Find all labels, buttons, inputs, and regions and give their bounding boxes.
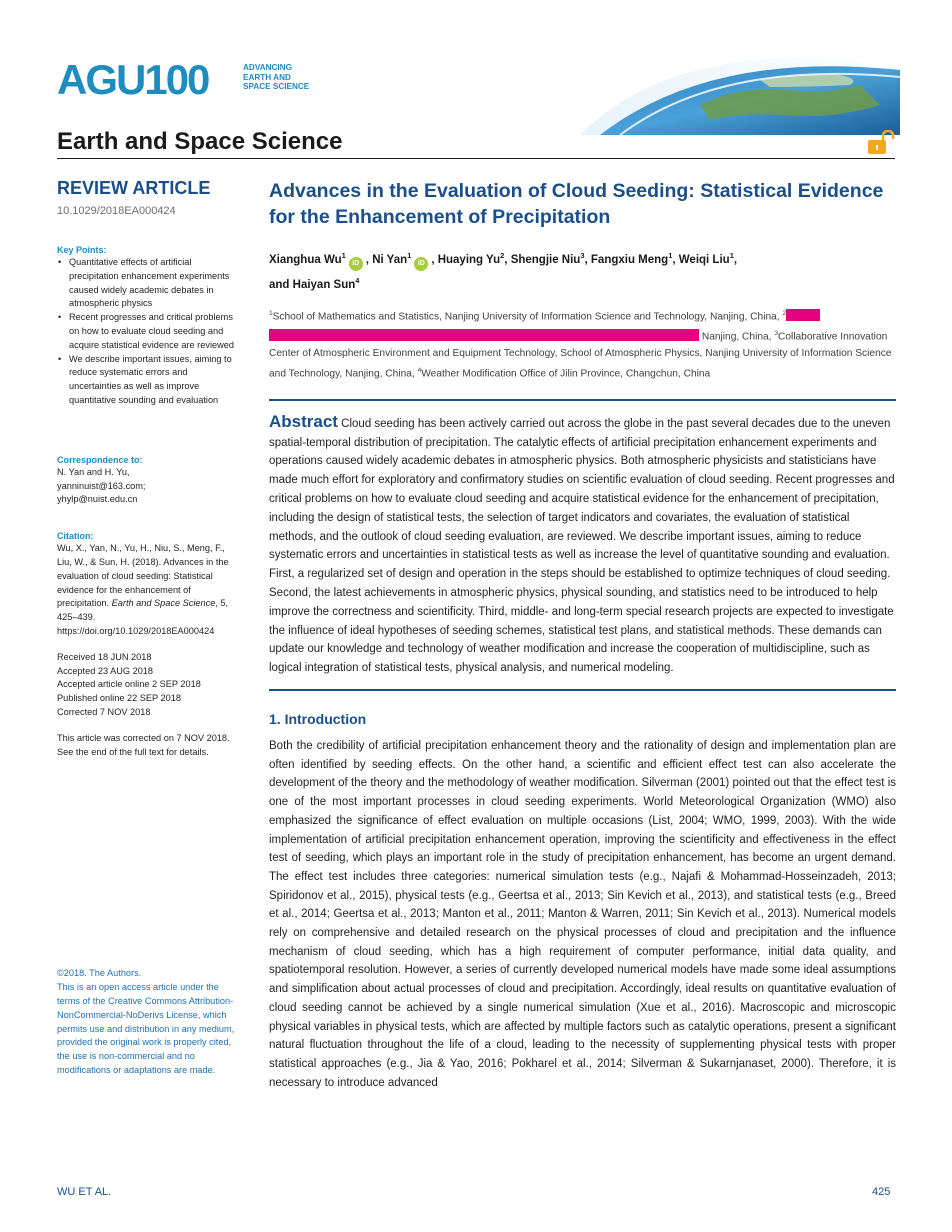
agu-logo[interactable] — [57, 56, 209, 103]
citation-doi[interactable]: , 5, 425–439. https://doi.org/10.1029/2018EA000424 — [57, 598, 229, 636]
citation-heading: Citation: — [57, 531, 94, 542]
key-point-item: • Recent progresses and critical problems on how to evaluate cloud seeding and acquire statistical evidence are reviewed — [57, 311, 242, 352]
license-text: This is an open access article under the terms of the Creative Commons Attribution-NonCommercial-NoDerivs License, which permits use and distribution in any medium, provided the original work is properly cited, the use is non-commercial and no modifications or adaptations are made. — [57, 982, 235, 1075]
citation-journal: Earth and Space Science — [111, 598, 216, 609]
correction-note: This article was corrected on 7 NOV 2018. See the end of the full text for details. — [57, 732, 230, 757]
author-affil-sup: 2 — [500, 251, 505, 260]
author-name[interactable] — [269, 251, 346, 266]
date-received: Received 18 JUN 2018 — [57, 651, 152, 662]
author-name[interactable] — [678, 251, 734, 266]
key-point-item: • Quantitative effects of artificial precipitation enhancement experiments caused widely academic debates in atmospheric physics — [57, 256, 242, 311]
author-name[interactable] — [372, 251, 412, 266]
author-name-text: Fangxiu Meng — [590, 253, 669, 266]
correspondence-line: N. Yan and H. Yu, — [57, 466, 130, 477]
logo-hundred-text: 100 — [144, 56, 209, 103]
article-type-label: REVIEW ARTICLE — [57, 178, 211, 198]
abstract — [269, 413, 896, 678]
abstract-heading: Abstract — [269, 411, 338, 431]
logo-tagline-line: SPACE SCIENCE — [243, 82, 310, 91]
correspondence-email[interactable]: yanninuist@163.com; — [57, 480, 146, 491]
article-main — [269, 178, 896, 1092]
introduction-text: Both the credibility of artificial precipitation enhancement theory and the rationality of design and implementation plan are often identified by seeding effects. On the other hand, a scientific and efficient effect test can also accelerate the development of the theory and the methodology of weather modification. Silverman (2001) pointed out that the effect test is one of the most important processes in cloud seeding experiments. World Meteorological Organization (WMO) also emphasized the significance of effect evaluation on multiple occasions (List, 2004; WMO, 1999, 2003). With the wide implementation of artificial precipitation enhancement operation, improving the scientificity and effectiveness in the effect test of seeding, which plays an important role in the study of precipitation enhancement, has become an urgent demand. The effect test includes three categories: numerical simulation tests (e.g., Najafi & Mohammad-Hosseinzadeh, 2013; Spiridonov et al., 2015), physical tests (e.g., Geertsa et al., 2013; Sin Kevich et al., 2013), and statistical tests (e.g., Breed et al., 2014; Geertsa et al., 2013; Manton et al., 2011; Manton & Warren, 2011; Sin Kevich et al., 2013). Numerical models rely on comprehensive and detailed research on the physical processes of cloud and precipitation and the influence mechanism of cloud seeding, which has a high requirement of computer performance, initial data quality, and spatiotemporal resolution. However, a series of currently developed numerical models have made some ideal assumptions and simplification about actual processes of cloud and precipitation. Accordingly, ideal results on quantitative evaluation of cloud seeding cannot be achieved by a single numerical simulation (Xue et al., 2016). Macroscopic and microscopic physical variables in physical tests, which are affected by multiple factors such as catalytic operations, present a significant natural fluctuation throughout the life of a cloud, leading to the necessity of supplementing physical tests with proper statistical approaches (e.g., Jia & Yao, 2016; Pokharel et al., 2014; Silverman & Sukarnjanaset, 2000). Therefore, it is necessary to introduce advanced — [269, 739, 896, 1089]
journal-title: Earth and Space Science — [57, 128, 343, 155]
orcid-icon[interactable]: iD — [349, 257, 363, 271]
author-name[interactable] — [510, 251, 585, 266]
affiliations: $^1$School of Mathematics and Statistics, Nanjing University of Information Science and Technology, Nanjing, China, $^2$ Nanjing, China, $^3$Collaborative Innovation Center of Atmospheric Environment and Equipment Technology, School of Atmospheric Physics, Nanjing University of Information Science and Technology, Nanjing, China, $^4$Weather Modification Office of Jilin Province, Changchun, China — [269, 309, 892, 380]
author-name[interactable] — [437, 251, 505, 266]
author-affil-sup: 1 — [407, 251, 412, 260]
orcid-icon[interactable]: iD — [414, 257, 428, 271]
affiliation-4: Weather Modification Office of Jilin Province, Changchun, China — [421, 368, 711, 380]
author-affil-sup: 1 — [729, 251, 734, 260]
correspondence-heading: Correspondence to: — [57, 454, 143, 465]
key-point-item: • We describe important issues, aiming to reduce systematic errors and uncertainties as well as improve quantitative sounding and evaluation — [57, 353, 242, 408]
date-corrected: Corrected 7 NOV 2018 — [57, 706, 151, 717]
correspondence-email[interactable]: yhylp@nuist.edu.cn — [57, 494, 138, 505]
copyright-text: ©2018. The Authors. — [57, 968, 142, 979]
author-list: Xianghua Wu$^1$iD , Ni Yan$^1$iD , Huaying Yu$^2$, Shengjie Niu$^3$, Fangxiu Meng$^1$, Weiqi Liu$^1$, and Haiyan Sun$^4$ — [269, 251, 738, 291]
author-name-text: Haiyan Sun — [292, 278, 356, 291]
date-accepted: Accepted 23 AUG 2018 — [57, 665, 154, 676]
redaction-block — [786, 309, 820, 321]
earth-globe-icon — [560, 45, 900, 135]
introduction-heading: 1. Introduction — [269, 710, 367, 727]
author-name[interactable] — [590, 251, 673, 266]
author-affil-sup: 1 — [341, 251, 346, 260]
author-affil-sup: 3 — [580, 251, 585, 260]
doi-text[interactable]: 10.1029/2018EA000424 — [57, 205, 176, 217]
author-name-text: Shengjie Niu — [510, 253, 581, 266]
page-header — [0, 0, 952, 170]
author-name-text: Weiqi Liu — [678, 253, 730, 266]
logo-tagline — [243, 63, 333, 92]
citation-text — [57, 542, 242, 639]
sidebar — [57, 178, 242, 1078]
redaction-block — [269, 329, 699, 341]
date-accepted-online: Accepted article online 2 SEP 2018 — [57, 679, 201, 690]
article-dates — [57, 651, 242, 720]
key-points-list — [57, 256, 242, 408]
section-divider — [269, 399, 896, 401]
author-name-text: Xianghua Wu — [269, 253, 342, 266]
author-name-text: Huaying Yu — [437, 253, 501, 266]
correspondence-block — [57, 466, 242, 507]
abstract-text: Cloud seeding has been actively carried out across the globe in the past several decades due to the uneven spatial-temporal distribution of precipitation. The catalytic effects of artificial precipitation enhancement experiments and operations caused widely academic debates in atmospheric physics. Both atmospheric physicists and statisticians have made much effort for exploratory and confirmatory studies on scientific evaluation of cloud seeding. Recent progresses and critical problems on how to evaluate cloud seeding and acquire statistical evidence for the enhancement of precipitation, including the design of statistical tests, the selection of target indicators and covariates, the evaluation of statistical methods, and the outlook of cloud seeding evaluation, are reviewed. We describe important issues, aiming to reduce systematic errors and uncertainties in statistical tests as well as increase the level of quantitative sounding and evaluation. First, a regularized set of design and operation in the steps should be established to optimize techniques of cloud seeding. Second, the latest achievements in atmospheric physics, physical sounding, and statistics need to be introduced to help improve the correctness and scientificity. Third, middle- and long-term special research projects are expected to investigate the influence of ideal hypotheses of seeding schemes, statistical test plans, and statistical methods. These demands can update our knowledge and technology of weather modification and increase the cooperation of multidiscipline, such as logical integration of statistical tests, physical analysis, and numerical modeling. — [269, 417, 895, 675]
affiliation-2: Nanjing, China, — [701, 331, 772, 343]
citation-body: Wu, X., Yan, N., Yu, H., Niu, S., Meng, F., Liu, W., & Sun, H. (2018). Advances in the evaluation of cloud seeding: Statistical evidence for the enhancement of precipitation. — [57, 543, 229, 609]
date-published: Published online 22 SEP 2018 — [57, 693, 181, 704]
logo-agu-text: AGU — [57, 56, 145, 103]
author-affil-sup: 1 — [668, 251, 673, 260]
affiliation-1: School of Mathematics and Statistics, Nanjing University of Information Science and Technology, Nanjing, China, — [272, 311, 780, 323]
article-title: Advances in the Evaluation of Cloud Seeding: Statistical Evidence for the Enhancement of Precipitation — [269, 180, 884, 228]
author-affil-sup: 4 — [355, 275, 360, 285]
open-access-lock-icon — [866, 130, 896, 156]
section-divider — [269, 689, 896, 691]
logo-tagline-line: EARTH AND — [243, 72, 291, 82]
affiliation-3: Collaborative Innovation Center of Atmospheric Environment and Equipment Technology, School of Atmospheric Physics, Nanjing University of Information Science and Technology, Nanjing, China, — [269, 331, 892, 380]
logo-tagline-line: ADVANCING — [243, 63, 292, 72]
author-name-text: Ni Yan — [372, 253, 408, 266]
key-points-heading: Key Points: — [57, 245, 107, 255]
author-name[interactable] — [292, 275, 360, 291]
header-divider — [57, 158, 895, 159]
page-number: 425 — [872, 1186, 891, 1198]
footer-authors: WU ET AL. — [57, 1186, 112, 1198]
